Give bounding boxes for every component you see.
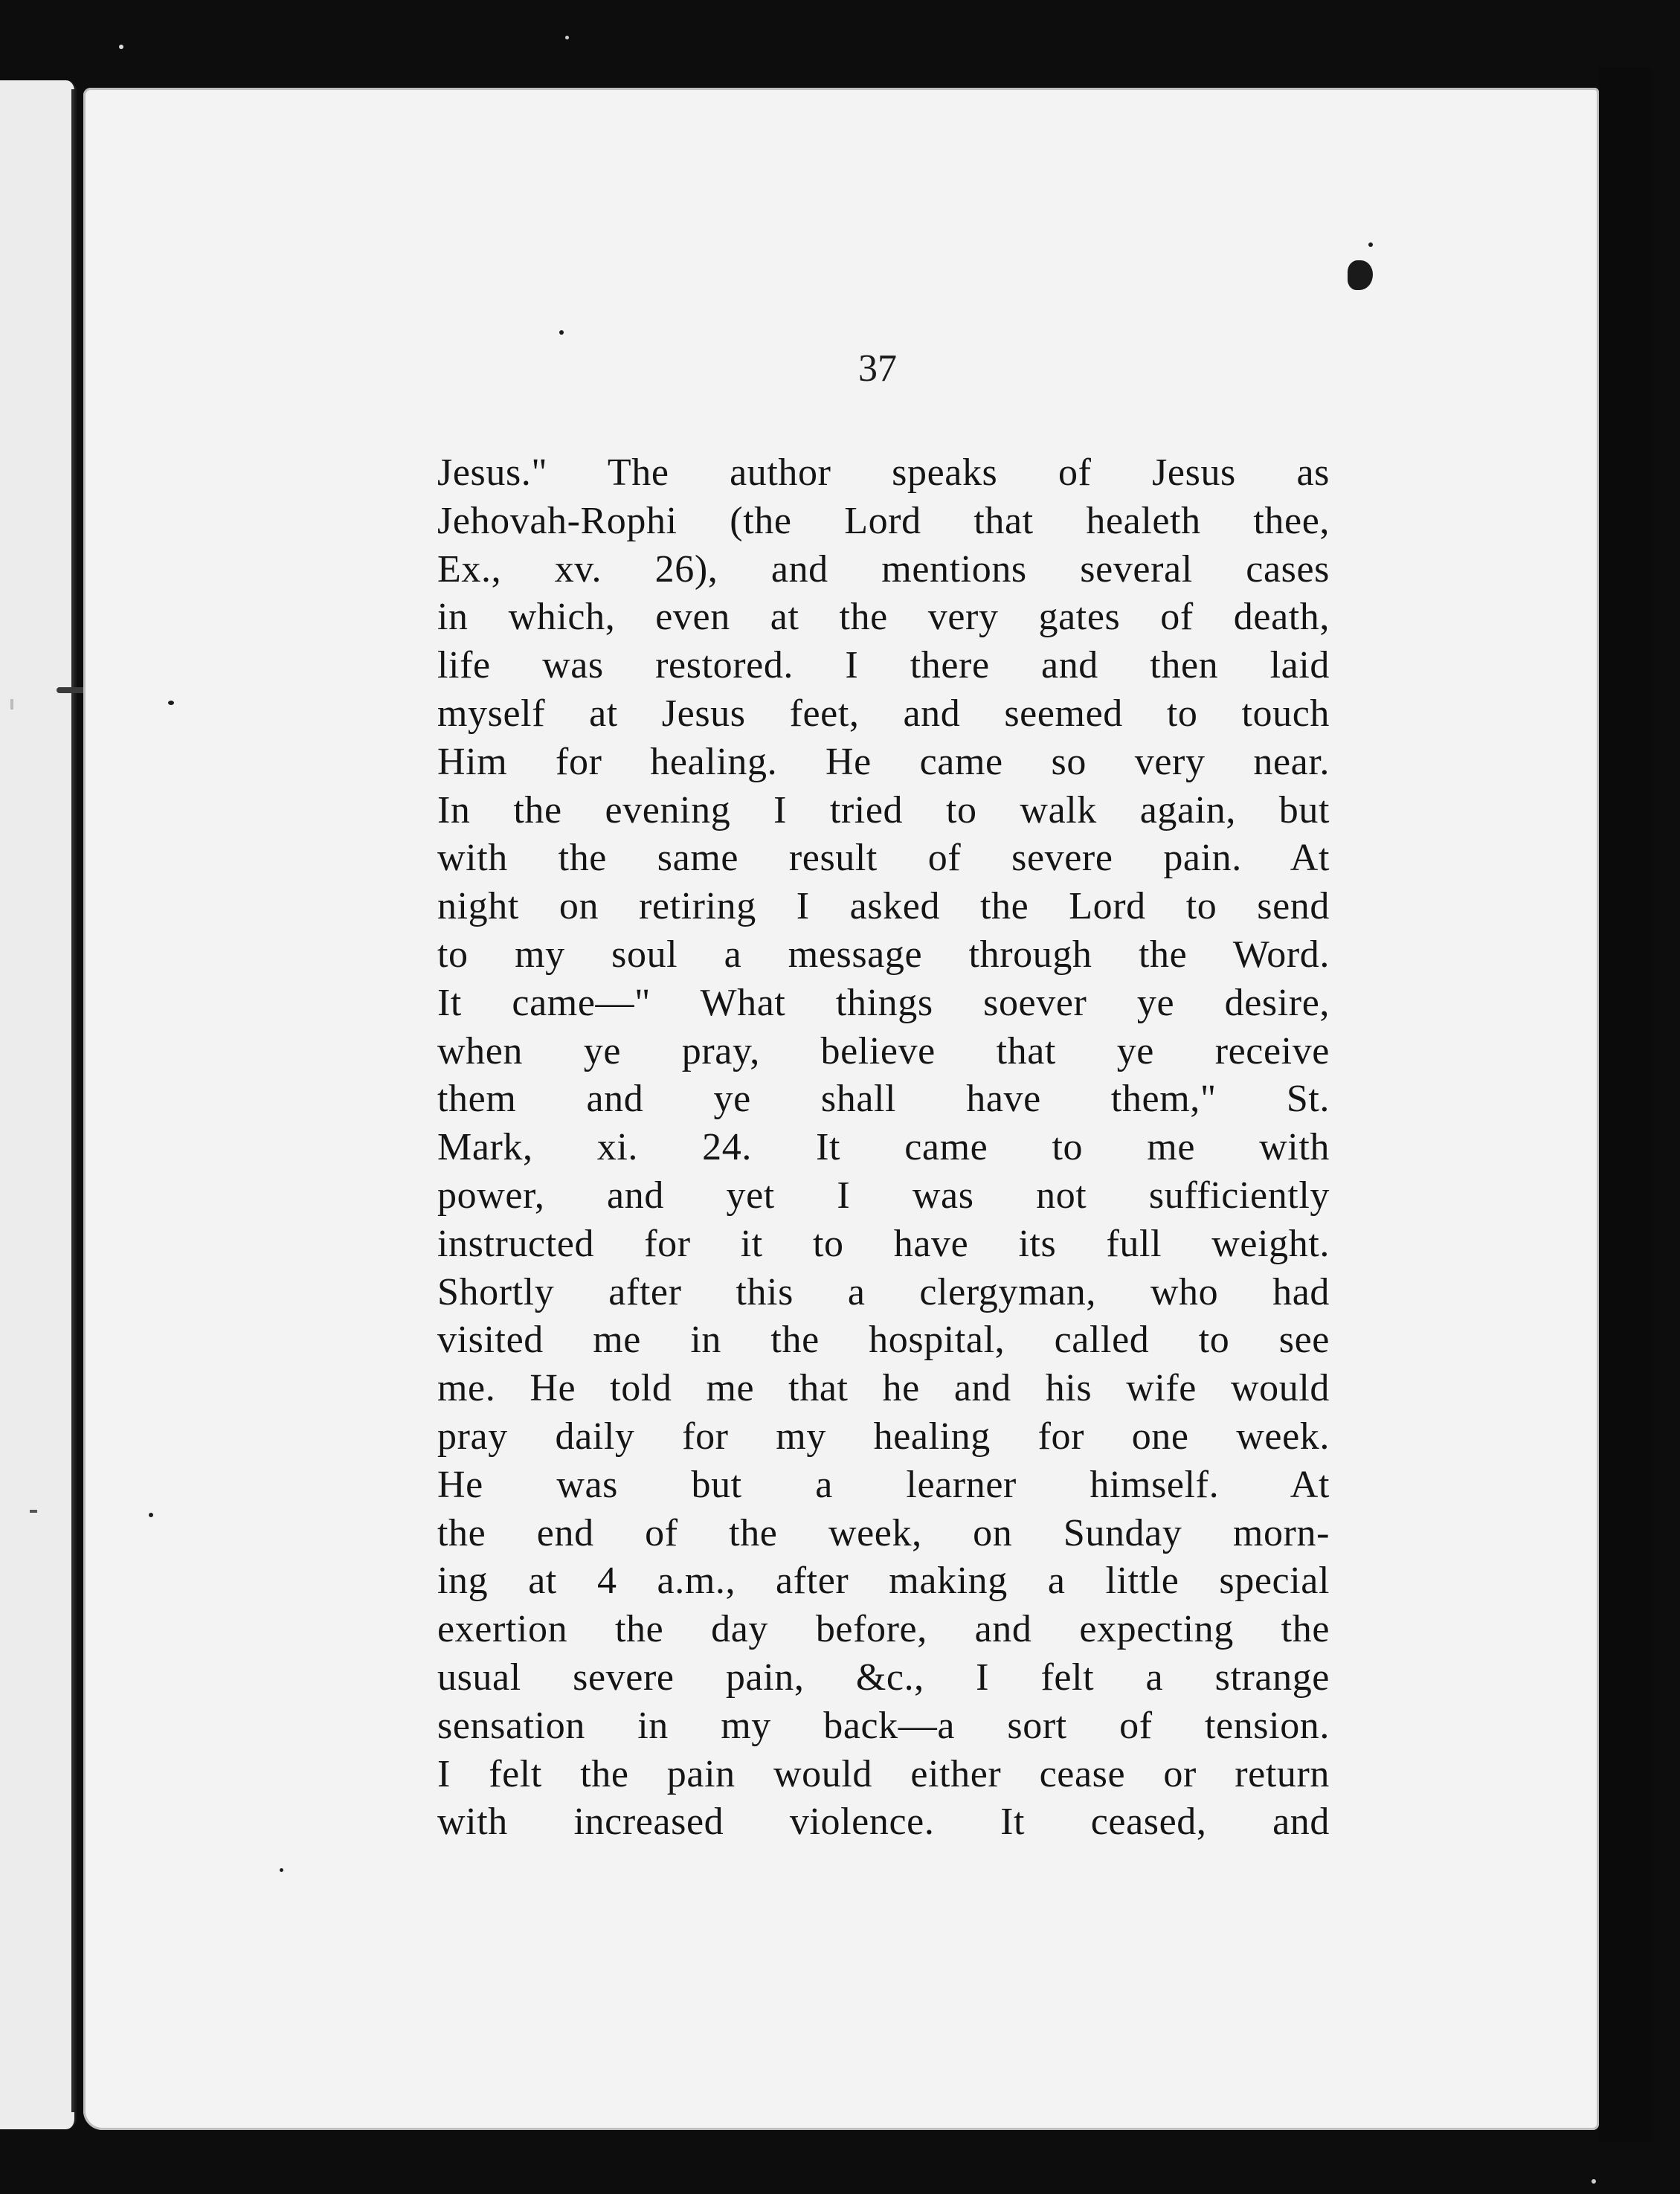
margin-tick bbox=[30, 1510, 37, 1513]
scan-background-edge bbox=[1599, 67, 1651, 2142]
text-line: He was but a learner himself. At bbox=[437, 1463, 1330, 1506]
text-line: exertion the day before, and expecting the bbox=[437, 1608, 1330, 1651]
body-text bbox=[437, 449, 1330, 1847]
text-line: visited me in the hospital, called to see bbox=[437, 1319, 1330, 1362]
ink-blot bbox=[1348, 260, 1373, 290]
dust-speck bbox=[149, 1513, 153, 1517]
text-line: power, and yet I was not sufficiently bbox=[437, 1174, 1330, 1217]
text-line: pray daily for my healing for one week. bbox=[437, 1415, 1330, 1458]
text-line: It came—" What things soever ye desire, bbox=[437, 981, 1330, 1024]
text-line: ing at 4 a.m., after making a little special bbox=[437, 1560, 1330, 1603]
text-line: Ex., xv. 26), and mentions several cases bbox=[437, 547, 1330, 591]
text-line: myself at Jesus feet, and seemed to touch bbox=[437, 692, 1330, 735]
text-line: with increased violence. It ceased, and bbox=[437, 1801, 1330, 1844]
dust-speck bbox=[565, 36, 569, 39]
dust-speck bbox=[559, 330, 564, 335]
binding-gutter bbox=[71, 89, 74, 2112]
text-line: instructed for it to have its full weight. bbox=[437, 1222, 1330, 1265]
text-line: Jehovah-Rophi (the Lord that healeth thee, bbox=[437, 499, 1330, 542]
margin-tick bbox=[10, 699, 13, 710]
dust-speck bbox=[1592, 2179, 1596, 2184]
text-line: in which, even at the very gates of death, bbox=[437, 596, 1330, 639]
dust-speck bbox=[119, 45, 123, 49]
text-line: Mark, xi. 24. It came to me with bbox=[437, 1126, 1330, 1169]
text-line: the end of the week, on Sunday morn- bbox=[437, 1511, 1330, 1554]
text-line: Shortly after this a clergyman, who had bbox=[437, 1270, 1330, 1313]
text-line: life was restored. I there and then laid bbox=[437, 644, 1330, 687]
text-line: Him for healing. He came so very near. bbox=[437, 740, 1330, 783]
dust-speck bbox=[280, 1868, 283, 1872]
dust-speck bbox=[1368, 242, 1373, 247]
text-line: with the same result of severe pain. At bbox=[437, 837, 1330, 880]
text-line: them and ye shall have them," St. bbox=[437, 1078, 1330, 1121]
text-line: sensation in my back—a sort of tension. bbox=[437, 1704, 1330, 1747]
text-line: when ye pray, believe that ye receive bbox=[437, 1029, 1330, 1072]
facing-page-edge bbox=[0, 80, 77, 2129]
text-line: me. He told me that he and his wife would bbox=[437, 1367, 1330, 1410]
text-line: In the evening I tried to walk again, but bbox=[437, 788, 1330, 831]
text-line: I felt the pain would either cease or return bbox=[437, 1752, 1330, 1795]
text-line: night on retiring I asked the Lord to send bbox=[437, 885, 1330, 928]
text-line: usual severe pain, &c., I felt a strange bbox=[437, 1656, 1330, 1699]
text-line: to my soul a message through the Word. bbox=[437, 933, 1330, 976]
text-line: Jesus." The author speaks of Jesus as bbox=[437, 451, 1330, 494]
page-number: 37 bbox=[858, 347, 897, 390]
dust-speck bbox=[168, 701, 174, 705]
